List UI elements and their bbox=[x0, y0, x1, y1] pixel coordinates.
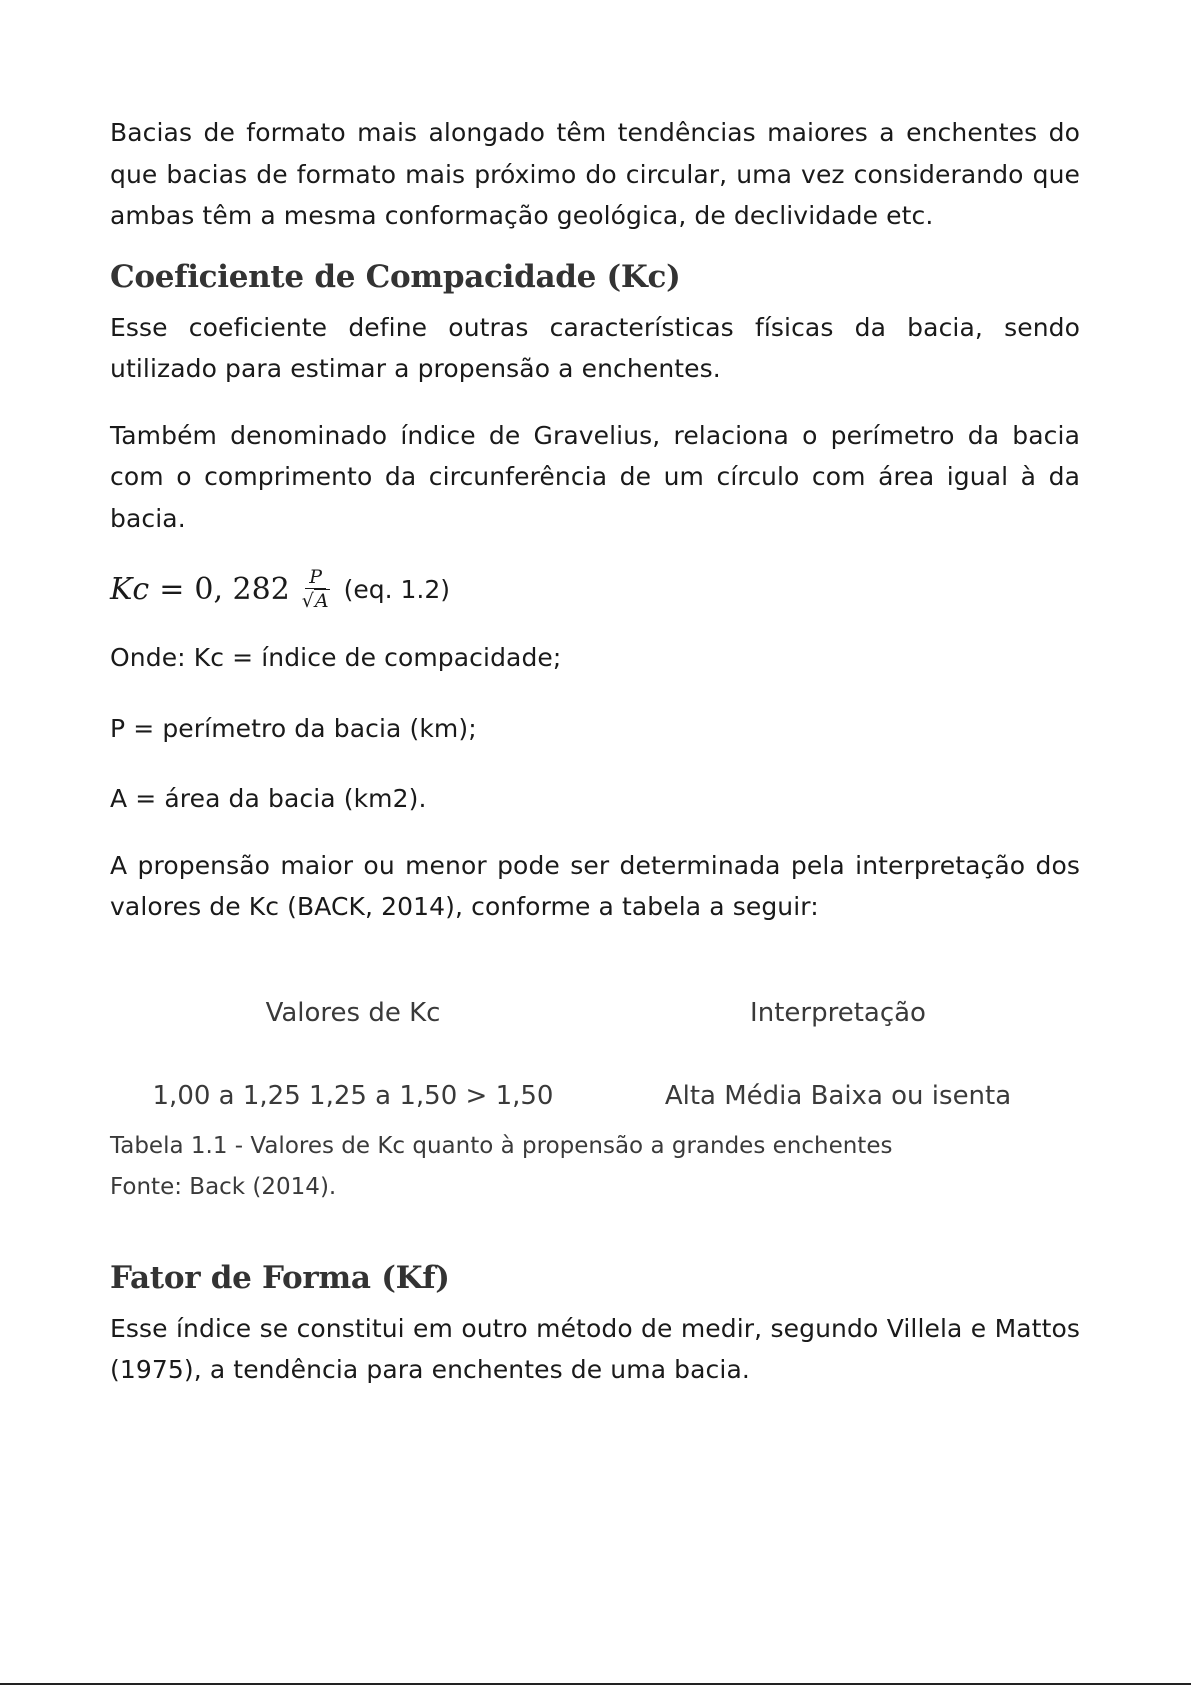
table-source: Fonte: Back (2014). bbox=[110, 1173, 337, 1200]
section-heading-kc: Coeficiente de Compacidade (Kc) bbox=[110, 258, 681, 295]
intro-paragraph: Bacias de formato mais alongado têm tendências maiores a enchentes do que bacias de formato mais próximo do circular, uma vez considerando que ambas têm a mesma conformação geológica, de declividade etc. bbox=[110, 118, 1080, 230]
kc-table bbox=[110, 998, 1080, 1118]
equation-reference: (eq. 1.2) bbox=[343, 574, 451, 604]
equation-constant: 0, 282 bbox=[194, 571, 290, 607]
table-cell-interpretation: Alta Média Baixa ou isenta bbox=[664, 1080, 1012, 1111]
equation-equals: = bbox=[159, 571, 185, 607]
equation-formula bbox=[110, 566, 342, 612]
equation-kc bbox=[110, 558, 1080, 620]
kc-paragraph-2: Também denominado índice de Gravelius, relaciona o perímetro da bacia com o comprimento da circunferência de um círculo com área igual à da bacia. bbox=[110, 420, 1080, 533]
equation-fraction bbox=[302, 566, 330, 612]
table-cell-values: 1,00 a 1,25 1,25 a 1,50 > 1,50 bbox=[152, 1080, 554, 1111]
table-header-values: Valores de Kc bbox=[265, 997, 441, 1028]
kc-paragraph-3: A propensão maior ou menor pode ser determinada pela interpretação dos valores de Kc (BACK, 2014), conforme a tabela a seguir: bbox=[110, 850, 1080, 921]
section-heading-kf: Fator de Forma (Kf) bbox=[110, 1259, 450, 1296]
table-caption: Tabela 1.1 - Valores de Kc quanto à propensão a grandes enchentes bbox=[110, 1132, 893, 1159]
kf-paragraph-1: Esse índice se constitui em outro método de medir, segundo Villela e Mattos (1975), a tendência para enchentes de uma bacia. bbox=[110, 1313, 1080, 1384]
where-kc: Onde: Kc = índice de compacidade; bbox=[110, 643, 562, 672]
equation-numerator: P bbox=[305, 566, 326, 589]
equation-lhs: Kc bbox=[110, 571, 150, 607]
sqrt-symbol: √ bbox=[301, 590, 314, 612]
equation-denominator bbox=[302, 589, 330, 612]
kc-paragraph-1: Esse coeficiente define outras características físicas da bacia, sendo utilizado para estimar a propensão a enchentes. bbox=[110, 312, 1080, 383]
document-page bbox=[110, 112, 1080, 1391]
equation-radicand: A bbox=[314, 590, 329, 612]
table-header-interpretation: Interpretação bbox=[750, 997, 926, 1028]
where-a: A = área da bacia (km2). bbox=[110, 784, 427, 813]
where-p: P = perímetro da bacia (km); bbox=[110, 713, 477, 743]
